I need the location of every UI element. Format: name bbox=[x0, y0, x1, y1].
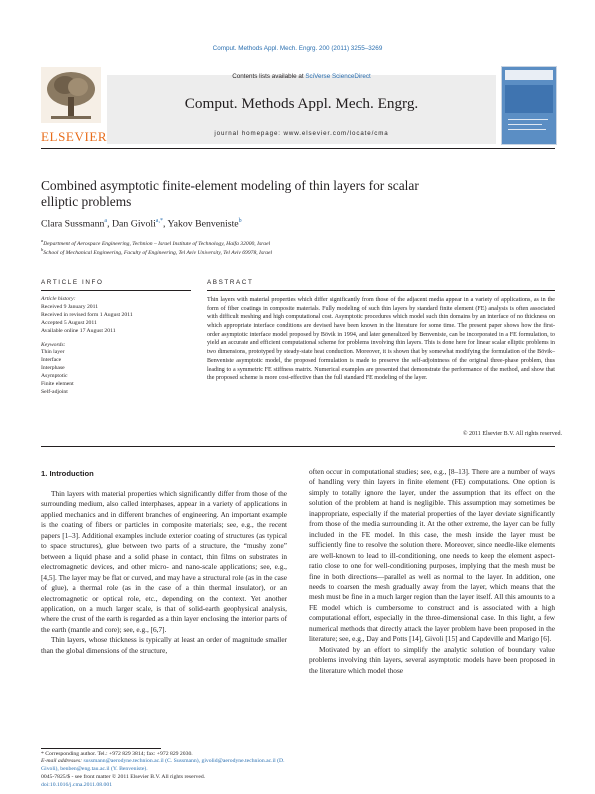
email-addresses[interactable]: sussmann@aerodyne.technion.ac.il (C. Sussmann), givolid@aerodyne.technion.ac.il (D. Givoli), benben@eng.tau.ac.il (Y. Benveniste). bbox=[41, 758, 285, 772]
journal-citation[interactable]: Comput. Methods Appl. Mech. Engrg. 200 (2011) 3255–3269 bbox=[212, 45, 383, 52]
keyword: Self-adjoint bbox=[41, 388, 68, 395]
body-column-right bbox=[309, 467, 555, 676]
author-list: Clara Sussmann$^a$, Dan Givoli$^{a,*}$, Yakov Benveniste$^b$ bbox=[41, 218, 242, 230]
body-paragraph: Motivated by an effort to simplify the analytic solution of boundary value problems involving thin layers, several asymptotic models have been proposed in the literature which model those bbox=[309, 644, 555, 675]
contents-prefix: Contents lists available at bbox=[232, 73, 306, 80]
keyword: Finite element bbox=[41, 381, 74, 388]
body-paragraph: Thin layers, whose thickness is typically at least an order of magnitude smaller than the global dimensions of the structure, bbox=[41, 635, 287, 655]
masthead-rule bbox=[41, 148, 555, 149]
publisher-wordmark: ELSEVIER bbox=[41, 129, 108, 144]
body-column-left bbox=[41, 489, 287, 656]
history-item: Received in revised form 1 August 2011 bbox=[41, 311, 133, 318]
keyword: Asymptotic bbox=[41, 373, 68, 380]
affiliation-mark: a bbox=[41, 238, 44, 243]
affiliation-mark: b bbox=[41, 247, 44, 252]
author-name: Yakov Benveniste bbox=[167, 218, 239, 230]
abstract-body: Thin layers with material properties which differ significantly from those of the adjacent media appear in a variety of applications, as in the form of fiber coatings in composite materials. Fully modeling of such thin layers by standard finite element (FE) analysis is often associated with difficult meshing and high computational cost. Asymptotic procedures which model such thin domains by an interface of no thickness on which appropriate interface conditions are devised have been known in the literature for some time. The present paper shows how the first-order asymptotic interface model proposed by Bövik in 1994, and later generalized by Benveniste, can be incorporated in a FE formulation, to yield an accurate and efficient computational scheme for problems involving thin layers. This is done here for linear scalar elliptic problems in two dimensions, prototyped by steady-state heat conduction. Moreover, it is shown that by somewhat modifying the formulation of the Bövik–Benveniste asymptotic model, the proposed formulation is made to preserve the self-adjointness of the original three-phase problem, thus leading to a symmetric FE stiffness matrix. Numerical examples are presented that demonstrate the performance of the method, and show that the proposed scheme is more cost-effective than the full standard FE modeling of the layer. bbox=[207, 297, 555, 382]
body-paragraph: Thin layers with material properties which significantly differ from those of the surrounding medium, also called interphases, appear in a variety of applications in applied mechanics and in different branches of engineering. An important example is the coating of fibers or particles in composite materials; see, e.g., the recent papers [1–3]. Additional examples include exterior coating of structures (as typical to space structures), glue between two parts of a structure, the “mushy zone” between a liquid phase and a solid phase in contact, thin films on substrates in electromagnetic devices, and other micro- and nano-scale applications; see, e.g., [4,5]. The layer may be flat or curved, and may have a structural role (as in the case of glue), a thermal role (as in the case of a thin thermal insulator), or an electromagnetic or optical role, etc., depending on the context. Yet another application, on a much larger scale, is that of solid-earth geophysical analysis, where the crust of the earth is regarded as a thin layer enclosing the interior parts of the earth (mantle and core); see, e.g., [6,7]. bbox=[41, 489, 287, 634]
keyword: Interface bbox=[41, 357, 62, 364]
elsevier-tree-icon bbox=[41, 67, 101, 123]
history-label: Article history: bbox=[41, 296, 76, 302]
abstract-copyright: © 2011 Elsevier B.V. All rights reserved. bbox=[462, 431, 562, 437]
article-info-panel bbox=[41, 296, 191, 397]
footnote bbox=[41, 751, 291, 772]
article-title bbox=[41, 178, 521, 209]
email-label: E-mail addresses: bbox=[41, 758, 83, 765]
keywords-label: Keywords: bbox=[41, 341, 66, 348]
history-item: Received 9 January 2011 bbox=[41, 303, 99, 310]
keyword: Thin layer bbox=[41, 349, 65, 356]
abstract-rule bbox=[207, 290, 555, 291]
abstract-bottom-rule bbox=[41, 446, 555, 447]
keyword: Interphase bbox=[41, 365, 65, 372]
affiliation-text: Department of Aerospace Engineering, Technion – Israel Institute of Technology, Haifa 32000, Israel bbox=[43, 240, 271, 247]
title-line-2: elliptic problems bbox=[41, 193, 132, 209]
doi-link[interactable]: doi:10.1016/j.cma.2011.08.001 bbox=[41, 781, 113, 788]
abstract-heading: ABSTRACT bbox=[207, 279, 254, 286]
title-line-1: Combined asymptotic finite-element modeling of thin layers for scalar bbox=[41, 178, 419, 193]
history-item: Available online 17 August 2011 bbox=[41, 327, 116, 334]
issn-text: 0045-7825/$ - see front matter © 2011 Elsevier B.V. All rights reserved. bbox=[41, 774, 206, 781]
body-paragraph: often occur in computational studies; see, e.g., [8–13]. There are a number of ways of handling very thin layers in finite element (FE) computations. One option is simply to totally ignore the layer, under the assumption that its effect on the solution of the problem at hand is negligible. This assumption may sometimes be inappropriate, especially if the material properties of the layer deviate significantly from those of the media surrounding it. At the other extreme, the layer can be fully included in the FE model. In this case, the mesh inside the layer must be sufficiently fine to resolve the solution there. Moreover, since needle-like elements are well-known to lead to ill-conditioning, one needs to keep the element aspect-ratio close to one for well-conditioning purposes, implying that the mesh must be fine in both directions—parallel as well as normal to the layer. In addition, one needs to coarsen the mesh gradually away from the layer, which means that the mesh must be fine in a much larger region than the layer itself. All this amounts to a FE model which is cumbersome to construct and is associated with a high computational effort, especially in the three-dimensional case. In this light, a few numerical methods that directly attack the layer problem have been proposed in the literature; see, e.g., Day and Potts [14], Givoli [15] and Capdeville and Marigo [6]. bbox=[309, 467, 555, 644]
elsevier-logo bbox=[41, 67, 108, 144]
author-affiliation-mark[interactable]: a bbox=[104, 218, 108, 224]
corresponding-author-note: * Corresponding author. Tel.: +972 829 3814; fax: +972 829 2030. bbox=[41, 751, 193, 758]
section-heading-introduction: 1. Introduction bbox=[41, 469, 94, 478]
history-item: Accepted 5 August 2011 bbox=[41, 319, 97, 326]
affiliation bbox=[41, 247, 561, 256]
journal-cover-thumbnail bbox=[501, 66, 557, 145]
author-affiliation-mark[interactable]: a,* bbox=[155, 218, 163, 224]
sciencedirect-link[interactable]: SciVerse ScienceDirect bbox=[305, 73, 371, 80]
author-name: Dan Givoli bbox=[111, 218, 156, 230]
footnote-rule bbox=[41, 748, 161, 749]
issn-line bbox=[41, 774, 291, 789]
author-affiliation-mark[interactable]: b bbox=[238, 218, 242, 224]
author-name: Clara Sussmann bbox=[41, 218, 105, 230]
article-info-heading: ARTICLE INFO bbox=[41, 279, 104, 286]
affiliation-text: School of Mechanical Engineering, Faculty of Engineering, Tel Aviv University, Tel Aviv 69978, Israel bbox=[43, 249, 273, 256]
affiliation bbox=[41, 238, 561, 247]
contents-availability bbox=[107, 73, 496, 80]
journal-homepage[interactable]: journal homepage: www.elsevier.com/locate/cma bbox=[214, 130, 389, 137]
article-info-rule bbox=[41, 290, 191, 291]
journal-title: Comput. Methods Appl. Mech. Engrg. bbox=[184, 95, 419, 112]
